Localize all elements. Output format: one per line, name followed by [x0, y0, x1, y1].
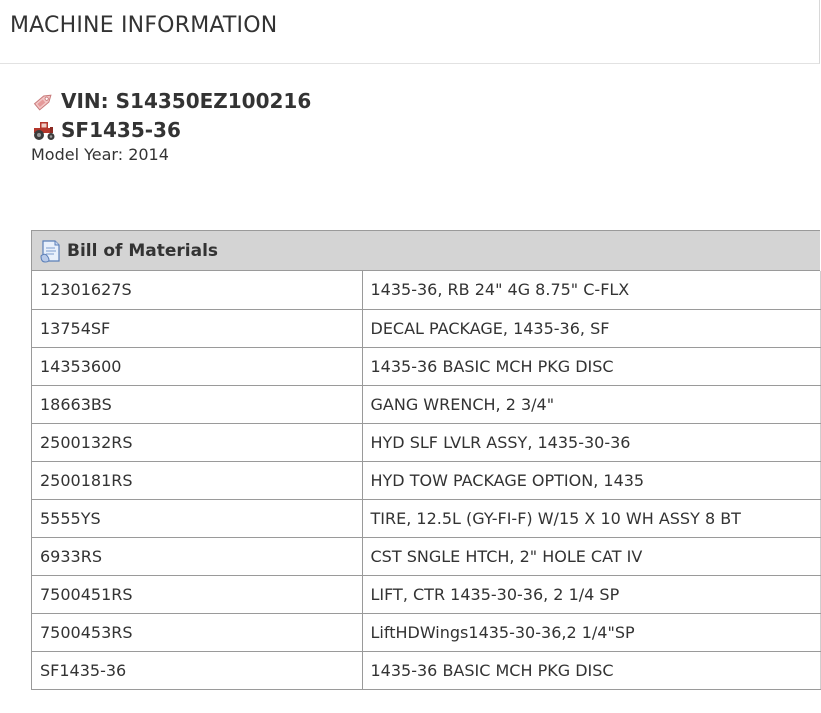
tractor-icon — [31, 118, 57, 142]
part-description-cell: TIRE, 12.5L (GY-FI-F) W/15 X 10 WH ASSY 8 BT — [362, 499, 820, 537]
part-description-cell: HYD TOW PACKAGE OPTION, 1435 — [362, 461, 820, 499]
model-label: SF1435-36 — [61, 117, 181, 142]
table-row — [32, 575, 820, 613]
machine-summary — [31, 86, 311, 166]
table-row — [32, 385, 820, 423]
model-row — [31, 115, 311, 144]
part-number-cell: SF1435-36 — [32, 651, 362, 689]
part-number-cell: 7500453RS — [32, 613, 362, 651]
part-description-cell: GANG WRENCH, 2 3/4" — [362, 385, 820, 423]
table-row — [32, 499, 820, 537]
part-number-cell: 2500132RS — [32, 423, 362, 461]
part-description-cell: DECAL PACKAGE, 1435-36, SF — [362, 309, 820, 347]
price-tag-icon — [31, 89, 57, 113]
model-year: Model Year: 2014 — [31, 145, 169, 164]
bill-of-materials-title: Bill of Materials — [67, 240, 219, 261]
vin-row — [31, 86, 311, 115]
part-number-cell: 18663BS — [32, 385, 362, 423]
bill-of-materials-panel — [31, 230, 820, 690]
page-title: MACHINE INFORMATION — [10, 13, 278, 38]
vin-label: VIN: S14350EZ100216 — [61, 88, 312, 113]
table-row — [32, 423, 820, 461]
table-row — [32, 651, 820, 689]
part-number-cell: 14353600 — [32, 347, 362, 385]
part-number-cell: 2500181RS — [32, 461, 362, 499]
part-description-cell: 1435-36 BASIC MCH PKG DISC — [362, 651, 820, 689]
bill-of-materials-header — [32, 230, 820, 271]
part-description-cell: 1435-36, RB 24" 4G 8.75" C-FLX — [362, 271, 820, 309]
part-description-cell: LiftHDWings1435-30-36,2 1/4"SP — [362, 613, 820, 651]
page-header — [0, 0, 820, 64]
bill-of-materials-table — [32, 271, 821, 690]
document-icon — [39, 238, 63, 264]
part-number-cell: 5555YS — [32, 499, 362, 537]
table-row — [32, 309, 820, 347]
table-row — [32, 613, 820, 651]
part-number-cell: 7500451RS — [32, 575, 362, 613]
table-row — [32, 537, 820, 575]
part-description-cell: HYD SLF LVLR ASSY, 1435-30-36 — [362, 423, 820, 461]
table-row — [32, 347, 820, 385]
part-number-cell: 13754SF — [32, 309, 362, 347]
table-row — [32, 461, 820, 499]
part-description-cell: CST SNGLE HTCH, 2" HOLE CAT IV — [362, 537, 820, 575]
table-row — [32, 271, 820, 309]
part-number-cell: 6933RS — [32, 537, 362, 575]
part-number-cell: 12301627S — [32, 271, 362, 309]
part-description-cell: LIFT, CTR 1435-30-36, 2 1/4 SP — [362, 575, 820, 613]
part-description-cell: 1435-36 BASIC MCH PKG DISC — [362, 347, 820, 385]
